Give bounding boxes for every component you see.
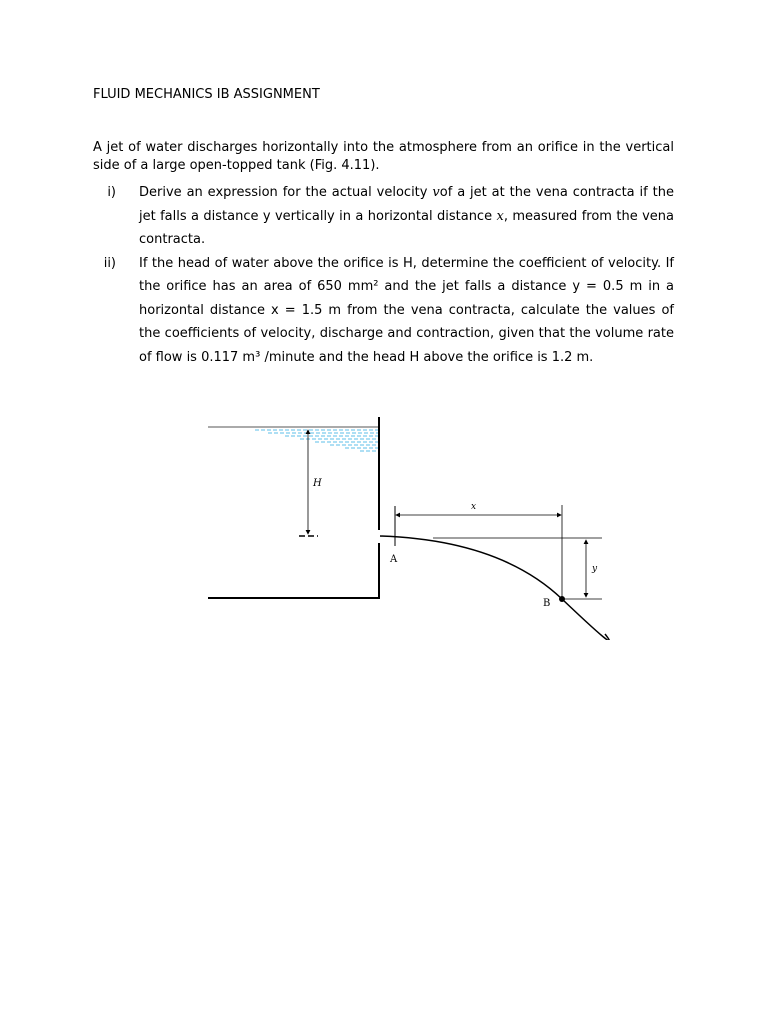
label-x: x (471, 502, 477, 512)
question-1-number: i) (107, 185, 116, 200)
point-b-marker (559, 596, 565, 602)
page-title: FLUID MECHANICS IB ASSIGNMENT (93, 87, 320, 102)
label-a: A (390, 554, 398, 565)
question-1-text: Derive an expression for the actual velocity vof a jet at the vena contracta if the jet falls a distance y vertically in a horizontal distance x, measured from the vena contracta. (139, 185, 674, 247)
label-h: H (313, 478, 322, 489)
question-2 (93, 252, 674, 370)
water-surface-hatching (255, 430, 378, 451)
label-b: B (543, 598, 551, 609)
question-2-number: ii) (103, 255, 116, 271)
question-2-text: If the head of water above the orifice is H, determine the coefficient of velocity. If the orifice has an area of 650 mm² and the jet falls a distance y = 0.5 m in a horizontal distance x = 1.5 m from the vena contracta, calculate the values of the coefficients of velocity, discharge and contraction, given that the volume rate of flow is 0.117 m³ /minute and the head H above the orifice is 1.2 m. (139, 255, 674, 365)
tank-jet-figure (200, 410, 610, 640)
label-y: y (592, 564, 598, 574)
intro-paragraph: A jet of water discharges horizontally into the atmosphere from an orifice in the vertical side of a large open-topped tank (Fig. 4.11). (93, 140, 674, 173)
question-list (93, 181, 674, 369)
question-1 (93, 181, 674, 252)
figure-svg (200, 410, 610, 640)
jet-trajectory (380, 536, 609, 640)
